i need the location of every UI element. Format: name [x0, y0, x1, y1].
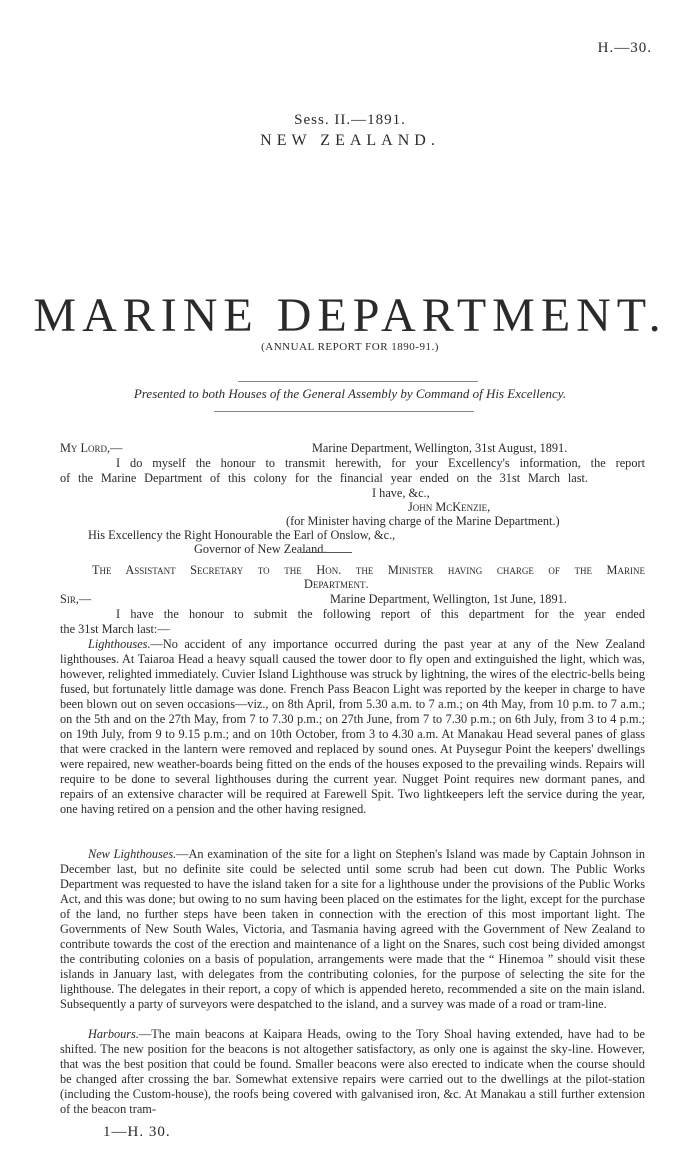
lighthouses-paragraph [60, 637, 645, 817]
new-lighthouses-text: —An examination of the site for a light on Stephen's Island was made by Captain Johnson in December last, but no definite site could be selected until some scrub had been cut down. The Public Works Department was requested to have the island taken for a site for a lighthouse under the provisions of the Public Works Act, and this was done; but owing to no sum having been placed on the estimates for the light, except for the purchase of the land, no further steps have been taken in connection with the erection of this most important light. The Governments of New South Wales, Victoria, and Tasmania having agreed with the Government of New Zealand to contribute towards the cost of the erection and maintenance of a light on the Snares, such cost being divided amongst the contributing colonies on a basis of population, arrangements were made that the “ Hinemoa ” should visit these islands in January last, with delegates from the contributing colonies, for the purpose of selecting the site for the lighthouse. The delegates in their report, a copy of which is appended hereto, recommended a site on the main island. Subsequently a party of surveyors were despatched to the island, and a survey was made of a road or tram-line. [60, 847, 645, 1011]
letter2-salutation: Sir,— [60, 592, 92, 606]
harbours-heading: Harbours. [88, 1027, 139, 1041]
page-footer: 1—H. 30. [103, 1124, 171, 1140]
page-reference: H.—30. [597, 40, 652, 56]
presented-line: Presented to both Houses of the General Assembly by Command of His Excellency. [133, 386, 567, 401]
section-divider [302, 552, 352, 553]
harbours-paragraph [60, 1027, 645, 1117]
letter2-intro-line: I have the honour to submit the following report of this department for the year ended [116, 607, 645, 621]
letter1-signature: John McKenzie, [408, 500, 491, 514]
document-subtitle: (ANNUAL REPORT FOR 1890-91.) [261, 341, 439, 353]
harbours-text: —The main beacons at Kaipara Heads, owing to the Tory Shoal having extended, have had to be shifted. The new position for the beacons is not altogether satisfactory, as only one is against the sky-line. However, that was the best position that could be found. Smaller beacons were also erected to indicate when the course should be changed after crossing the bar. Somewhat extensive repairs were carried out to the dwellings at the pilot-station (including the Custom-house), the roofs being covered with galvanised iron, &c. At Manakau a still further extension of the beacon tram- [60, 1027, 645, 1116]
letter1-signature-role: (for Minister having charge of the Marine Department.) [286, 514, 560, 528]
new-lighthouses-paragraph [60, 847, 645, 1012]
letter1-place-date: Marine Department, Wellington, 31st August, 1891. [312, 441, 568, 455]
divider-rule [214, 411, 474, 412]
lighthouses-text: —No accident of any importance occurred during the past year at any of the New Zealand lighthouses. At Taiaroa Head a heavy squall caused the tower door to fly open and extinguished the light, which was, however, relighted immediately. Cuvier Island Lighthouse was struck by lightning, the wires of the electric-bells being fused, but fortunately little damage was done. French Pass Beacon Light was reported by the keeper in charge to have been blown out on seven occasions—viz., on 8th April, from 5.30 a.m. to 7 a.m.; on 4th May, from 10 p.m. to 7 a.m.; on the 5th and on the 27th May, from 7 to 7.30 p.m.; on 27th June, from 7 to 7.30 p.m.; on 6th July, from 3 to 4 p.m.; on 19th July, from 9 to 9.15 p.m.; and on 10th October, from 3 to 4.30 a.m. At Manakau Head several panes of glass that were cracked in the lantern were removed and replaced by sound ones. At Puysegur Point the keepers' dwellings were repaired, new weather-boards being fitted on the ends of the houses exposed to the prevailing winds. Repairs will require to be done to several lighthouses during the current year. Nugget Point requires new dormant panes, and repairs of an extensive character will be required at Farewell Spit. Two lightkeepers left the service during the year, one having retired on a pension and the other having resigned. [60, 637, 645, 816]
letter2-heading: Department. [304, 577, 369, 591]
session-line: Sess. II.—1891. [294, 112, 406, 128]
letter2-heading: The Assistant Secretary to the Hon. the Minister having charge of the Marine [92, 563, 645, 577]
letter1-closing: I have, &c., [372, 486, 430, 500]
country-line: NEW ZEALAND. [260, 132, 440, 149]
letter1-body-line: of the Marine Department of this colony for the financial year ended on the 31st March last. [60, 471, 588, 485]
letter1-salutation: My Lord,— [60, 441, 123, 455]
document-title: MARINE DEPARTMENT. [33, 289, 667, 342]
letter1-body-line: I do myself the honour to transmit herewith, for your Excellency's information, the report [116, 456, 645, 470]
letter1-addressee: Governor of New Zealand. [194, 542, 327, 556]
divider-rule [238, 381, 478, 382]
letter1-addressee: His Excellency the Right Honourable the Earl of Onslow, &c., [88, 528, 396, 542]
new-lighthouses-heading: New Lighthouses. [88, 847, 177, 861]
letter2-intro-line: the 31st March last:— [60, 622, 170, 636]
lighthouses-heading: Lighthouses. [88, 637, 151, 651]
letter2-place-date: Marine Department, Wellington, 1st June, 1891. [330, 592, 567, 606]
